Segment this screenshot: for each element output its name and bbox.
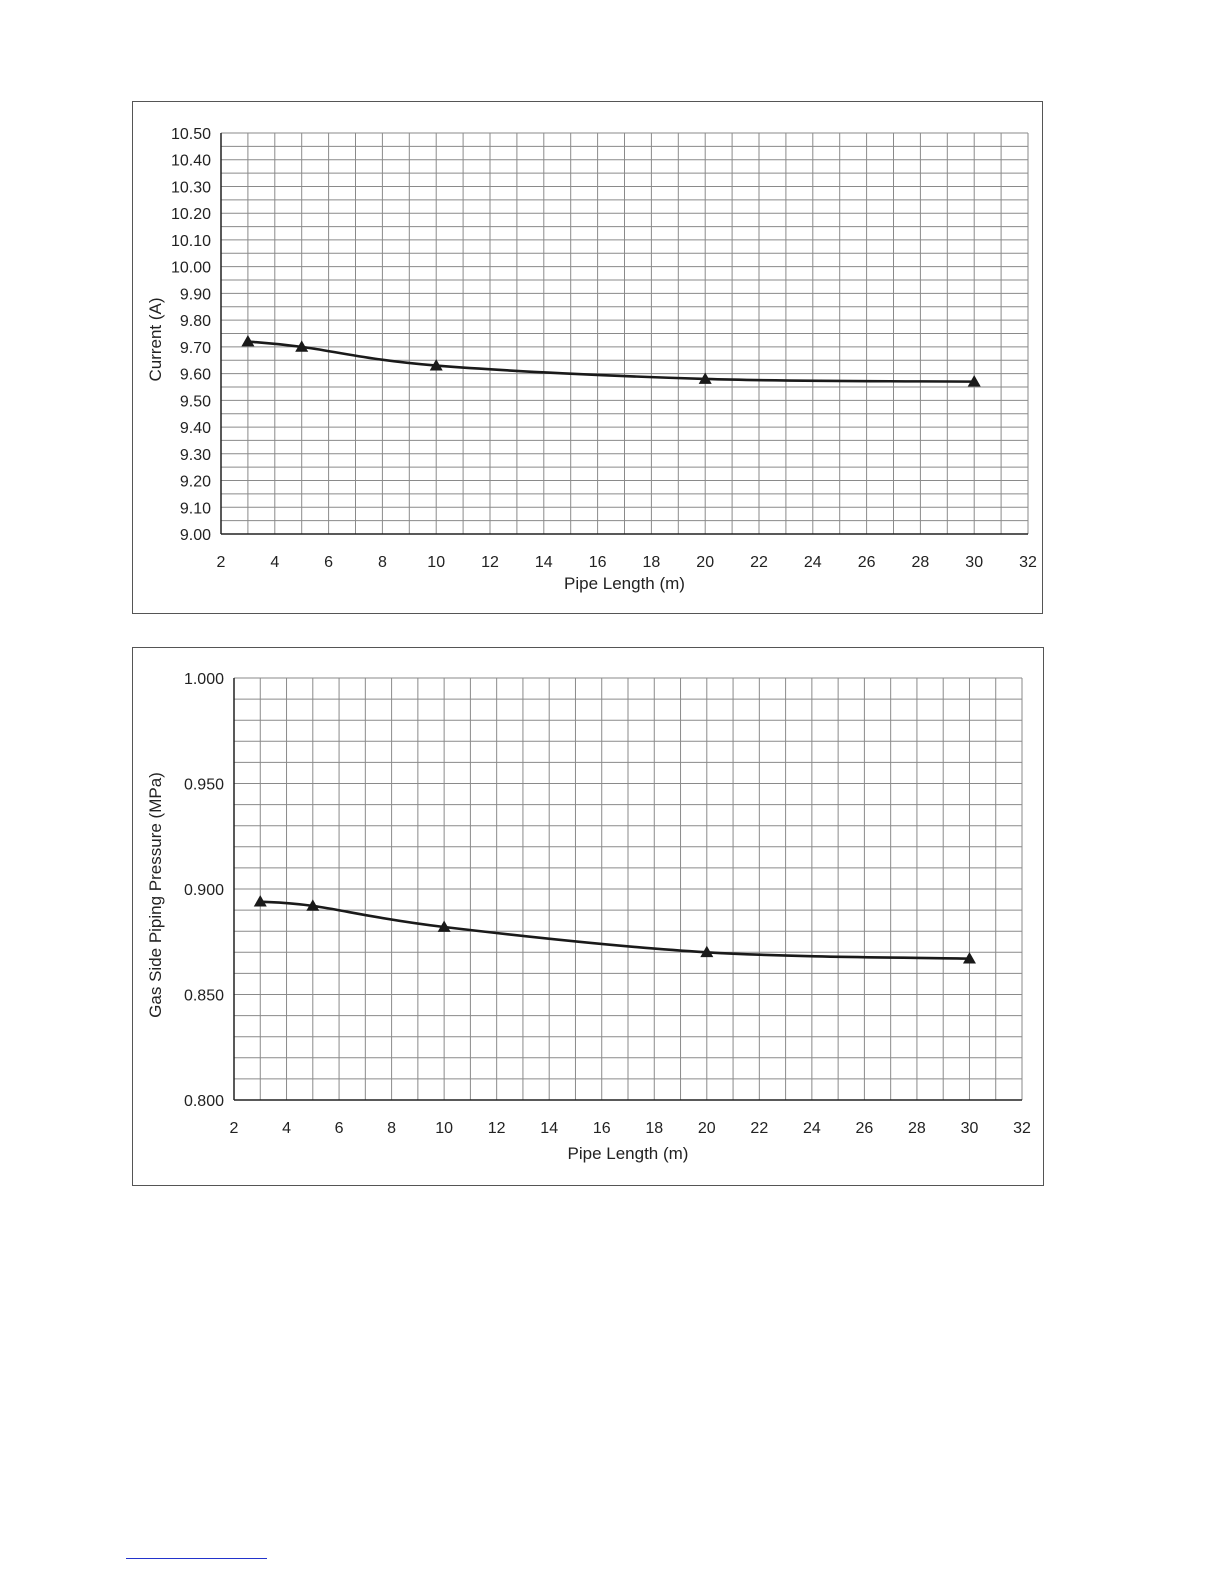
y-axis-label: Gas Side Piping Pressure (MPa) — [146, 772, 165, 1018]
y-axis-label: Current (A) — [146, 297, 165, 382]
x-tick-label: 12 — [481, 554, 499, 571]
x-tick-label: 24 — [802, 1120, 821, 1137]
y-tick-label: 10.40 — [170, 152, 211, 170]
y-tick-label: 9.20 — [179, 473, 211, 491]
gridlines — [234, 678, 1022, 1100]
x-tick-label: 26 — [855, 1120, 874, 1137]
x-tick-label: 10 — [427, 554, 446, 571]
y-tick-label: 10.00 — [170, 259, 211, 277]
pressure-chart — [132, 647, 1044, 1186]
series-line — [248, 342, 974, 382]
y-tick-label: 9.40 — [179, 420, 211, 438]
y-tick-label: 0.850 — [183, 987, 224, 1005]
x-tick-label: 2 — [216, 554, 226, 571]
y-tick-label: 10.20 — [170, 206, 211, 224]
current-chart-svg — [133, 102, 1044, 615]
x-tick-label: 26 — [857, 554, 876, 571]
y-tick-label: 9.80 — [179, 313, 211, 331]
x-tick-label: 18 — [642, 554, 661, 571]
x-tick-label: 4 — [270, 554, 280, 571]
x-tick-label: 22 — [750, 1120, 769, 1137]
x-axis-label: Pipe Length (m) — [567, 1144, 689, 1163]
y-tick-label: 9.60 — [179, 366, 211, 384]
x-tick-label: 14 — [540, 1120, 559, 1137]
x-tick-label: 22 — [750, 554, 768, 571]
x-tick-label: 12 — [487, 1120, 506, 1137]
x-tick-label: 6 — [334, 1120, 344, 1137]
y-tick-label: 1.000 — [183, 671, 224, 688]
x-tick-label: 20 — [696, 554, 715, 571]
pressure-chart-svg — [133, 648, 1045, 1187]
y-tick-label: 0.800 — [183, 1093, 224, 1110]
x-tick-label: 6 — [324, 554, 334, 571]
y-tick-label: 10.50 — [170, 126, 211, 143]
x-tick-label: 8 — [387, 1120, 397, 1137]
y-tick-label: 9.90 — [179, 286, 211, 304]
x-tick-label: 16 — [588, 554, 607, 571]
x-axis-label: Pipe Length (m) — [564, 574, 685, 593]
current-chart — [132, 101, 1043, 614]
gridlines — [221, 133, 1028, 534]
x-tick-label: 10 — [435, 1120, 454, 1137]
x-tick-label: 28 — [908, 1120, 926, 1137]
x-tick-label: 16 — [592, 1120, 611, 1137]
x-tick-label: 8 — [377, 554, 387, 571]
x-tick-label: 14 — [534, 554, 553, 571]
y-tick-label: 10.30 — [170, 179, 211, 197]
x-tick-label: 18 — [645, 1120, 664, 1137]
x-tick-label: 24 — [803, 554, 822, 571]
y-tick-label: 9.30 — [179, 446, 211, 464]
x-tick-label: 28 — [911, 554, 930, 571]
y-tick-label: 0.950 — [183, 776, 224, 794]
y-tick-label: 0.900 — [183, 882, 224, 899]
y-tick-label: 10.10 — [170, 232, 211, 250]
y-tick-label: 9.70 — [179, 339, 211, 357]
x-tick-label: 2 — [229, 1120, 239, 1137]
y-tick-label: 9.10 — [179, 500, 211, 518]
x-tick-label: 20 — [697, 1120, 716, 1137]
x-tick-label: 32 — [1019, 554, 1037, 571]
x-tick-label: 4 — [282, 1120, 291, 1137]
x-tick-label: 30 — [965, 554, 984, 571]
y-tick-label: 9.50 — [179, 393, 211, 411]
y-tick-label: 9.00 — [179, 527, 211, 544]
footnote-separator — [126, 1558, 267, 1559]
x-tick-label: 32 — [1013, 1120, 1031, 1137]
x-tick-label: 30 — [960, 1120, 979, 1137]
